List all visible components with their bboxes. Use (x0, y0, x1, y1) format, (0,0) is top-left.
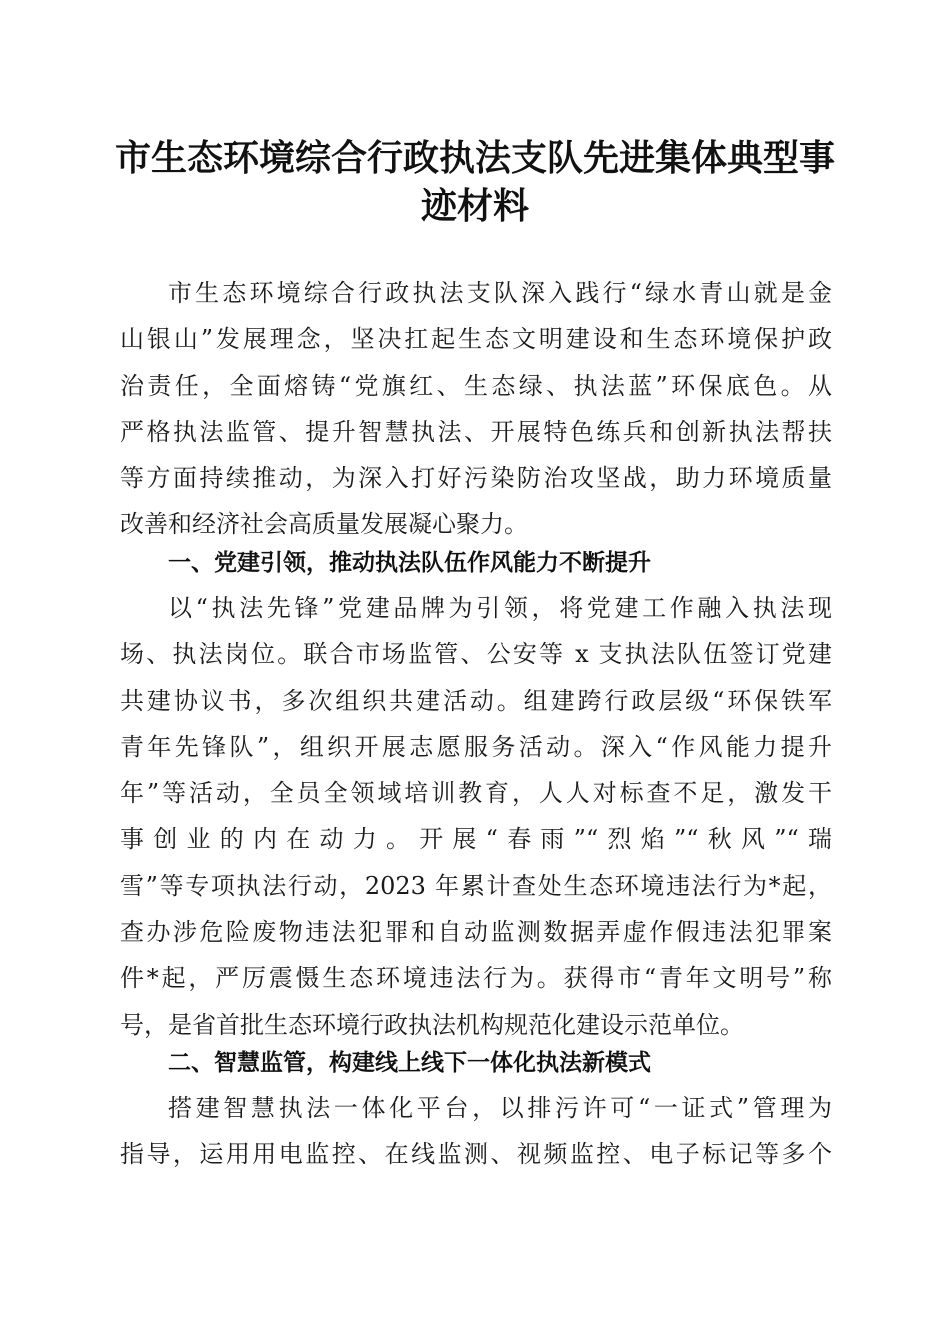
paragraph-line: 搭建智慧执法一体化平台，以排污许可“一证式”管理为 (168, 1094, 832, 1122)
section-heading-1: 一、党建引领，推动执法队伍作风能力不断提升 (168, 550, 651, 576)
section-heading-2: 二、智慧监管，构建线上线下一体化执法新模式 (168, 1050, 651, 1076)
paragraph-line: 山银山”发展理念，坚决扛起生态文明建设和生态环境保护政 (120, 325, 832, 354)
paragraph-line: 场、执法岗位。联合市场监管、公安等 x 支执法队伍签订党建 (120, 640, 832, 669)
title-line: 迹材料 (420, 185, 529, 227)
paragraph-line: 查办涉危险废物违法犯罪和自动监测数据弄虚作假违法犯罪案 (120, 918, 832, 947)
intro-paragraph (120, 270, 832, 548)
section1-paragraph (120, 585, 832, 1048)
paragraph-line: 以“执法先锋”党建品牌为引领，将党建工作融入执法现 (168, 594, 832, 622)
paragraph-line: 号，是省首批生态环境行政执法机构规范化建设示范单位。 (120, 1010, 744, 1039)
paragraph-line: 严格执法监管、提升智慧执法、开展特色练兵和创新执法帮扶 (120, 417, 832, 446)
paragraph-line: 市生态环境综合行政执法支队深入践行“绿水青山就是金 (168, 279, 832, 307)
paragraph-line: 改善和经济社会高质量发展凝心聚力。 (120, 510, 528, 539)
section2-paragraph (120, 1085, 832, 1178)
paragraph-line: 治责任，全面熔铸“党旗红、生态绿、执法蓝”环保底色。从 (120, 371, 832, 400)
paragraph-line: 年”等活动，全员全领域培训教育，人人对标查不足，激发干 (120, 779, 832, 808)
paragraph-line: 等方面持续推动，为深入打好污染防治攻坚战，助力环境质量 (120, 464, 832, 493)
paragraph-line: 共建协议书，多次组织共建活动。组建跨行政层级“环保铁军 (120, 686, 832, 715)
paragraph-line: 指导，运用用电监控、在线监测、视频监控、电子标记等多个 (120, 1140, 832, 1169)
paragraph-line: 件*起，严厉震慑生态环境违法行为。获得市“青年文明号”称 (120, 964, 832, 993)
paragraph-line: 青年先锋队”，组织开展志愿服务活动。深入“作风能力提升 (120, 732, 832, 761)
paragraph-line: 事创业的内在动力。开展“春雨”“烈焰”“秋风”“瑞 (120, 825, 832, 854)
paragraph-line: 雪”等专项执法行动，2023 年累计查处生态环境违法行为*起， (120, 871, 832, 900)
title-line: 市生态环境综合行政执法支队先进集体典型事 (114, 137, 835, 179)
document-title (100, 134, 850, 230)
